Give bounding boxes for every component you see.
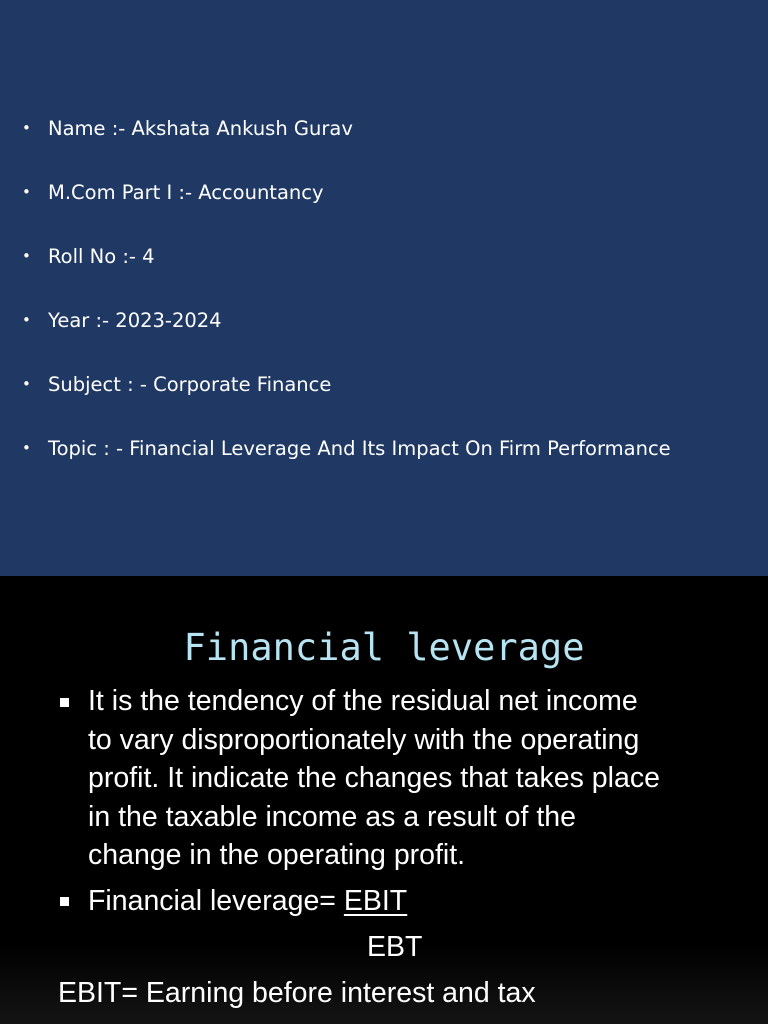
bullet-icon: • [22, 183, 31, 201]
bullet-icon: • [22, 247, 31, 265]
formula-line [88, 882, 407, 920]
bullet-icon: • [22, 119, 31, 137]
square-bullet-icon [60, 698, 69, 707]
definition-paragraph [88, 682, 748, 875]
definition-line: to vary disproportionately with the operating [88, 723, 640, 756]
definition-line: change in the operating profit. [88, 839, 466, 871]
definition-line: profit. It indicate the changes that takes place [88, 762, 660, 794]
definition-line: It is the tendency of the residual net income [88, 685, 638, 717]
square-bullet-icon [60, 897, 69, 906]
detail-item-year [0, 307, 768, 335]
bullet-icon: • [22, 439, 31, 457]
detail-text: Roll No :- 4 [48, 245, 155, 268]
detail-item-subject [0, 371, 768, 399]
detail-item-name [0, 115, 768, 143]
detail-text: Topic : - Financial Leverage And Its Impact On Firm Performance [48, 437, 671, 460]
bullet-icon: • [22, 375, 31, 393]
bullet-icon: • [22, 311, 31, 329]
ebit-footnote: EBIT= Earning before interest and tax [58, 977, 536, 1009]
detail-item-topic [0, 435, 768, 463]
formula-denominator: EBT [367, 931, 423, 963]
detail-text: M.Com Part I :- Accountancy [48, 181, 324, 204]
detail-text: Year :- 2023-2024 [48, 309, 222, 332]
detail-item-roll-no [0, 243, 768, 271]
formula-label: Financial leverage= [88, 885, 344, 917]
detail-text: Subject : - Corporate Finance [48, 373, 332, 396]
detail-item-course [0, 179, 768, 207]
slide-financial-leverage [0, 576, 768, 1024]
formula-numerator: EBIT [343, 885, 408, 917]
detail-text: Name :- Akshata Ankush Gurav [48, 117, 353, 140]
slide-title: Financial leverage [183, 626, 585, 669]
definition-line: in the taxable income as a result of the [88, 800, 576, 833]
